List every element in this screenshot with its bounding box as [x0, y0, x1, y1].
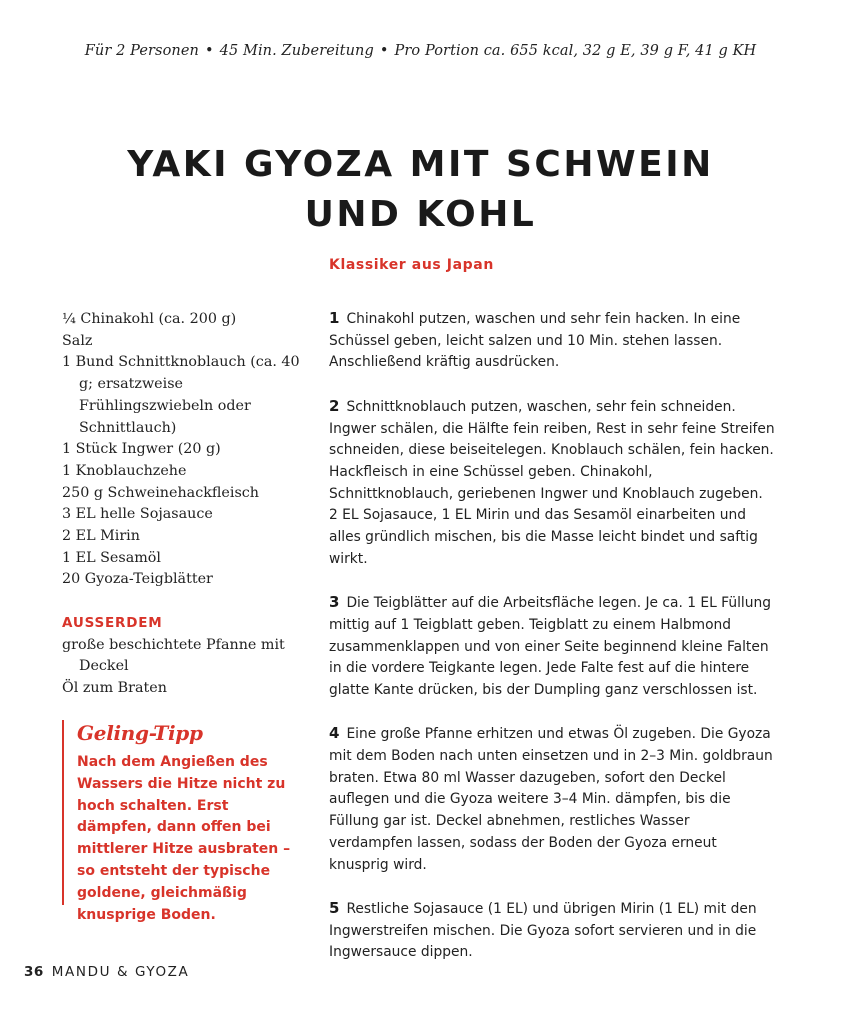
step-text: Die Teigblätter auf die Arbeitsfläche legen. Je ca. 1 EL Füllung mittig auf 1 Teigblatt geben. Teigblatt zu einem Halbmond zusammenklappen und von einer Seite beginnend kleine Falten in die vordere Teigkante legen. Jede Falte fest auf die hintere glatte Kante drücken, bis der Dumpling ganz verschlossen ist. [329, 595, 772, 698]
step-number: 2 [329, 396, 340, 415]
step-number: 3 [329, 593, 340, 612]
step-3 [329, 592, 775, 702]
step-2 [329, 396, 775, 571]
ingredient-item: 1 Bund Schnittknoblauch (ca. 40 g; ersatzweise Frühlingszwiebeln oder Schnittlauch) [62, 354, 300, 436]
ingredient-item: große beschichtete Pfanne mit Deckel [62, 636, 285, 675]
ingredient-item: Öl zum Braten [62, 679, 167, 696]
extra-ingredients-heading: AUSSERDEM [62, 614, 163, 631]
step-text: Schnittknoblauch putzen, waschen, sehr fein schneiden. Ingwer schälen, die Hälfte fein reiben, Rest in sehr feine Streifen schneiden, diese beiseitelegen. Knoblauch schälen, fein hacken. Hackfleisch in eine Schüssel geben. Chinakohl, Schnittknoblauch, geriebenen Ingwer und Knoblauch zugeben. 2 EL Sojasauce, 1 EL Mirin und das Sesamöl einarbeiten und alles gründlich mischen, bis die Masse leicht bindet und saftig wirkt. [329, 398, 775, 567]
meta-separator: • [379, 43, 389, 59]
servings: Für 2 Personen [84, 43, 199, 59]
step-number: 4 [329, 724, 340, 743]
recipe-title [60, 140, 781, 240]
ingredient-item: 1 Knoblauchzehe [62, 462, 187, 479]
prep-time: 45 Min. Zubereitung [219, 43, 374, 59]
ingredient-item: 2 EL Mirin [62, 528, 140, 545]
step-1 [329, 308, 775, 374]
step-text: Restliche Sojasauce (1 EL) und übrigen Mirin (1 EL) mit den Ingwerstreifen mischen. Die Gyoza sofort servieren und in die Ingwersauce dippen. [329, 900, 757, 961]
recipe-subtitle: Klassiker aus Japan [329, 257, 494, 273]
meta-separator: • [204, 43, 214, 59]
tip-box [62, 720, 307, 923]
step-number: 1 [329, 309, 340, 327]
tip-text: Nach dem Angießen des Wassers die Hitze nicht zu hoch schalten. Erst dämpfen, dann offen bei mittlerer Hitze ausbraten – so entsteht der typische goldene, gleichmäßig knusprige Boden. [77, 754, 291, 923]
ingredients-list [62, 309, 312, 700]
step-4 [329, 723, 775, 876]
step-5 [329, 898, 775, 964]
ingredient-item: 3 EL helle Sojasauce [62, 506, 213, 523]
ingredient-item: ¼ Chinakohl (ca. 200 g) [62, 311, 237, 327]
ingredient-item: 20 Gyoza-Teigblätter [62, 571, 213, 588]
recipe-meta [0, 43, 841, 59]
step-text: Eine große Pfanne erhitzen und etwas Öl zugeben. Die Gyoza mit dem Boden nach unten einsetzen und in 2–3 Min. goldbraun braten. Etwa 80 ml Wasser dazugeben, sofort den Deckel auflegen und die Gyoza weitere 3–4 Min. dämpfen, bis die Füllung gar ist. Deckel abnehmen, restliches Wasser verdampfen lassen, sodass der Boden der Gyoza erneut knusprig wird. [329, 726, 773, 873]
nutrition-info: Pro Portion ca. 655 kcal, 32 g E, 39 g F, 41 g KH [394, 43, 757, 59]
ingredient-item: 1 Stück Ingwer (20 g) [62, 441, 221, 458]
ingredient-item: 250 g Schweinehackfleisch [62, 484, 260, 501]
instructions [329, 308, 775, 986]
page-footer [24, 964, 189, 980]
step-text: Chinakohl putzen, waschen und sehr fein hacken. In eine Schüssel geben, leicht salzen und 10 Min. stehen lassen. Anschließend kräftig ausdrücken. [329, 311, 741, 371]
ingredient-item: Salz [62, 332, 93, 349]
ingredient-item: 1 EL Sesamöl [62, 549, 161, 566]
tip-title: Geling-Tipp [77, 721, 203, 745]
main-ingredients [62, 309, 312, 591]
recipe-title-line-2: UND KOHL [304, 194, 537, 235]
extra-ingredients [62, 635, 312, 700]
section-name: MANDU & GYOZA [51, 964, 190, 980]
recipe-title-line-1: YAKI GYOZA MIT SCHWEIN [127, 144, 714, 185]
page-number: 36 [24, 964, 44, 980]
step-number: 5 [329, 898, 340, 917]
